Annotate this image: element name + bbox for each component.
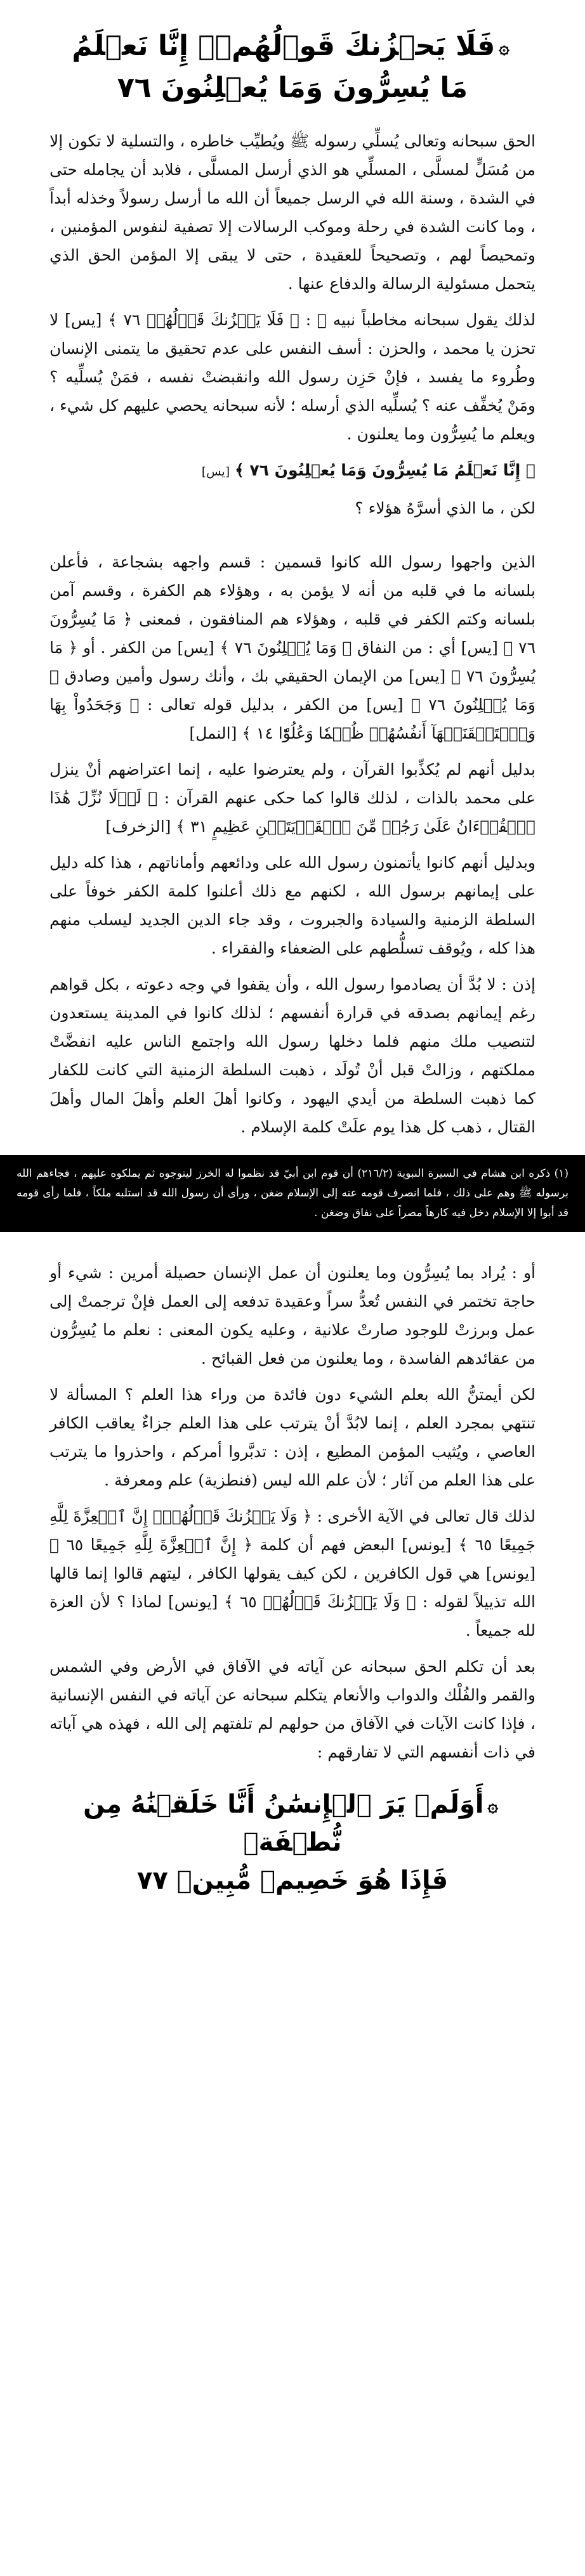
footnote: (١) ذكره ابن هشام في السيرة النبوية (٢١٦/٢) أن قوم ابن أبيّ قد نظموا له الخرز ليتوجوه ثم يملكوه عليهم ، فجاءهم الله برسوله ﷺ وهم على ذلك ، فلما انصرف قومه عنه إلى الإسلام ضغن ، ورأى أن رسول الله قد استلبه ملكاً ، فلما رأى قومه قد أبوا إلا الإسلام دخل فيه كارهاً مصراً على نفاق وضغن . <box>0 1155 585 1232</box>
paragraph-3: لكن ، ما الذي أسرَّهُ هؤلاء ؟ <box>355 499 536 517</box>
paragraph-11: بعد أن تكلم الحق سبحانه عن آياته في الآفاق في الأرض وفي الشمس والقمر والفُلْك والدواب والأنعام يتكلم سبحانه عن آياته في النفس الإنسانية ، فإذا كانت الآيات في الآفاق من حولهم لم تلفتهم إلى الله ، فهذه هي آياته في ذات أنفسهم التي لا تفارقهم : <box>49 1657 536 1761</box>
heading-verse-line-1: ۞فَلَا يَحۡزُنكَ قَوۡلُهُمۡۘ إِنَّا نَعۡلَمُ <box>72 30 509 62</box>
closing-verse-line-1: ۞أَوَلَمۡ يَرَ ٱلۡإِنسَٰنُ أَنَّا خَلَقۡنَٰهُ مِن نُّطۡفَةٖ <box>83 1790 498 1857</box>
paragraph-7: إذن : لا بُدَّ أن يصادموا رسول الله ، وأن يقفوا في وجه دعوته ، بكل قواهم رغم إيمانهم بصدقه في قرارة أنفسهم ؛ لذلك كانوا في المدينة يستعدون لتنصيب ملك منهم فلما دخلها رسول الله واجتمع الناس عليه انفضَّتْ مملكتهم ، وزالتْ قبل أنْ تُولَد ، ذهبت السلطة الزمنية التي كانت للكفار كما ذهبت السلطة من أيدي اليهود ، وكانوا أهلَ العلم وأهلَ المال وأهلَ القتال ، ذهب كل هذا يوم علَتْ كلمة الإسلام . <box>49 975 536 1136</box>
paragraph-1: الحق سبحانه وتعالى يُسلِّي رسوله ﷺ ويُطيِّب خاطره ، والتسلية لا تكون إلا من مُسَلٍّ لمسلَّى ، المسلِّي هو الذي أرسل المسلَّى ، فلابد أن يجامله حتى في الشدة ، وسنة الله في الرسل جميعاً أن الله ما أرسل رسولاً وخذله أبداً ، وما كانت الشدة في رحلة وموكب الرسالات إلا تصفية لنفوس المؤمنين ، وتمحيصاً لهم ، وتصحيحاً للعقيدة ، حتى لا يبقى إلا المؤمن الحق الذي يتحمل مسئولية الرسالة والدفاع عنها . <box>49 132 536 293</box>
closing-verse-line-2: فَإِذَا هُوَ خَصِيمٞ مُّبِينٞ ٧٧ <box>136 1866 449 1895</box>
paragraph-4: الذين واجهوا رسول الله كانوا قسمين : قسم واجهه بشجاعة ، فأعلن بلسانه ما في قلبه من أنه لا يؤمن به ، وهؤلاء هم الكفرة ، وقسم آمن بلسانه وكتم الكفر في قلبه ، وهؤلاء هم المنافقون ، فمعنى ﴿ مَا يُسِرُّونَ ٧٦ ﴾ [يس] أي : من النفاق ﴿ وَمَا يُعۡلِنُونَ ٧٦ ﴾ [يس] من الكفر . أو ﴿ مَا يُسِرُّونَ ٧٦ ﴾ [يس] من الإيمان الحقيقي بك ، وأنك رسول وأمين وصادق ﴿ وَمَا يُعۡلِنُونَ ٧٦ ﴾ [يس] من الكفر ، بدليل قوله تعالى : ﴿ وَجَحَدُواْ بِهَا وَٱسۡتَيۡقَنَتۡهَآ أَنفُسُهُمۡ ظُلۡمٗا وَعُلُوّٗا ١٤ ﴾ [النمل] <box>49 553 536 742</box>
paragraph-5: بدليل أنهم لم يُكذِّبوا القرآن ، ولم يعترضوا عليه ، إنما اعتراضهم أنْ ينزل على محمد بالذات ، لذلك قالوا كما حكى عنهم القرآن : ﴿ لَوۡلَا نُزِّلَ هَٰذَا ٱلۡقُرۡءَانُ عَلَىٰ رَجُلٖ مِّنَ ٱلۡقَرۡيَتَيۡنِ عَظِيمٍ ٣١ ﴾ [الزخرف] <box>49 760 536 836</box>
paragraph-6: وبدليل أنهم كانوا يأتمنون رسول الله على ودائعهم وأماناتهم ، هذا كله دليل على إيمانهم برسول الله ، لكنهم مع ذلك أعلنوا كلمة الكفر خوفاً على السلطة الزمنية والسيادة والجبروت ، وقد جاء الدين الجديد ليسلب منهم هذا كله ، ويُوقف تسلُّطهم على الضعفاء والفقراء . <box>49 853 536 957</box>
closing-verse <box>49 1785 536 1900</box>
paragraph-10: لذلك قال تعالى في الآية الأخرى : ﴿ وَلَا يَحۡزُنكَ قَوۡلُهُمۡۘ إِنَّ ٱلۡعِزَّةَ لِلَّهِ جَمِيعًا ٦٥ ﴾ [يونس] البعض فهم أن كلمة ﴿ إِنَّ ٱلۡعِزَّةَ لِلَّهِ جَمِيعًا ٦٥ ﴾ [يونس] هي قول الكافرين ، لكن كيف يقولها الكافر ، ليتهم قالوا إنما قالها الله تذييلاً لقوله : ﴿ وَلَا يَحۡزُنكَ قَوۡلُهُمۡ ٦٥ ﴾ [يونس] لماذا ؟ لأن العزة لله جميعاً . <box>49 1507 536 1640</box>
sura-reference: [يس] <box>201 465 230 479</box>
ornament-icon: ۞ <box>487 1795 498 1816</box>
inline-verse: ﴿ إِنَّا نَعۡلَمُ مَا يُسِرُّونَ وَمَا يُعۡلِنُونَ ٧٦ ﴾ <box>235 461 536 479</box>
inline-verse-line <box>49 456 536 486</box>
heading-verse-line-2: مَا يُسِرُّونَ وَمَا يُعۡلِنُونَ ٧٦ <box>117 72 468 104</box>
ornament-icon: ۞ <box>499 37 509 58</box>
paragraph-9: لكن أيمتنُّ الله بعلم الشيء دون فائدة من وراء هذا العلم ؟ المسألة لا تنتهي بمجرد العلم ، إنما لابُدَّ أنْ يترتب على هذا العلم جزاءٌ يعاقب الكافر العاصي ، ويُثيب المؤمن المطيع ، إذن : تدبَّروا أمركم ، واحذروا ما يترتب على هذا العلم من آثار ؛ لأن علم الله ليس (فنطزية) علم ومعرفة . <box>49 1385 536 1489</box>
heading-verse <box>49 25 536 109</box>
paragraph-2: لذلك يقول سبحانه مخاطباً نبيه ﷺ : ﴿ فَلَا يَحۡزُنكَ قَوۡلُهُمۡ ٧٦ ﴾ [يس] لا تحزن يا محمد ، والحزن : أسف النفس على عدم تحقيق ما يتمنى الإنسان وطُروء ما يفسد ، فإنْ حَزِن رسول الله وانقبضتْ نفسه ، فمَنْ يُسلِّيه ؟ ومَنْ يُخفِّف عنه ؟ يُسلِّيه الذي أرسله ؛ لأنه سبحانه يحصي عليهم كل شيء ، ويعلم ما يُسِرُّون وما يعلنون . <box>49 311 536 443</box>
paragraph-8: أو : يُراد بما يُسِرُّون وما يعلنون أن عمل الإنسان حصيلة أمرين : شيء أو حاجة تختمر في النفس تُعدُّ سراً وعقيدة تدفعه إلى العمل فإنْ ترجمتْ إلى عمل وبرزتْ للوجود صارتْ علانية ، وعليه يكون المعنى : نعلم ما يُسِرُّون من عقائدهم الفاسدة ، وما يعلنون من فعل القبائح . <box>49 1264 536 1368</box>
